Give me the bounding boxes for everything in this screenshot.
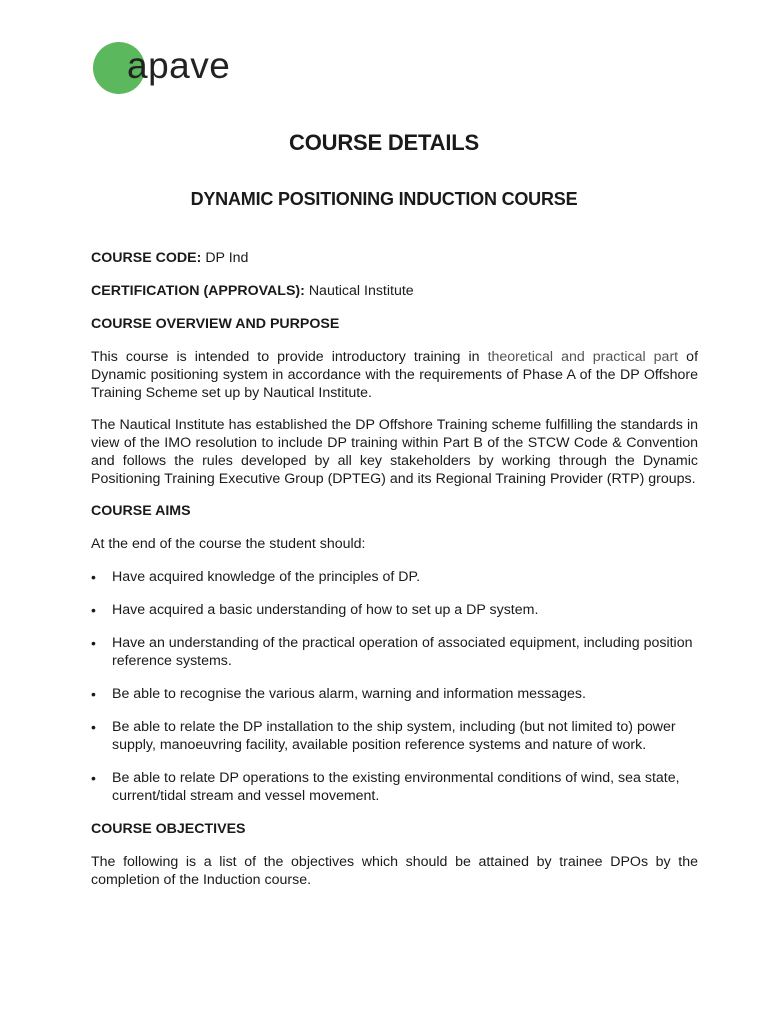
course-code-value: DP Ind — [205, 250, 249, 266]
list-item — [91, 685, 698, 703]
list-item-text: Be able to relate DP operations to the existing environmental conditions of wind, sea state, current/tidal stream and vessel movement. — [112, 770, 680, 804]
bullet-icon: • — [91, 719, 96, 735]
overview-paragraph-2: The Nautical Institute has established the DP Offshore Training scheme fulfilling the standards in view of the IMO resolution to include DP training within Part B of the STCW Code & Convention and follows the rules developed by all key stakeholders by working through the Dynamic Positioning Training Executive Group (DPTEG) and its Regional Training Provider (RTP) groups. — [91, 417, 698, 487]
course-code-line — [91, 249, 698, 267]
overview-heading: COURSE OVERVIEW AND PURPOSE — [91, 316, 340, 332]
objectives-text: The following is a list of the objectives which should be attained by trainee DPOs by the completion of the Induction course. — [91, 854, 698, 888]
bullet-icon: • — [91, 770, 96, 786]
list-item-text: Have acquired a basic understanding of how to set up a DP system. — [112, 602, 539, 618]
list-item — [91, 769, 698, 805]
list-item-text: Be able to relate the DP installation to the ship system, including (but not limited to) power supply, manoeuvring facility, available position reference systems and nature of work. — [112, 719, 676, 753]
list-item — [91, 718, 698, 754]
aims-list — [91, 568, 698, 805]
logo-text: apave — [127, 45, 231, 86]
apave-logo — [93, 41, 253, 95]
overview-p1-post: of Dynamic positioning system in accordance with the requirements of Phase A of the DP Offshore Training Scheme set up by Nautical Institute. — [91, 349, 699, 401]
certification-label: CERTIFICATION (APPROVALS): — [91, 283, 305, 299]
bullet-icon: • — [91, 602, 96, 618]
bullet-icon: • — [91, 686, 96, 702]
list-item — [91, 601, 698, 619]
list-item-text: Be able to recognise the various alarm, warning and information messages. — [112, 686, 586, 702]
list-item-text: Have acquired knowledge of the principles of DP. — [112, 569, 421, 585]
list-item — [91, 634, 698, 670]
bullet-icon: • — [91, 635, 96, 651]
overview-paragraph-1 — [91, 348, 698, 402]
certification-line — [91, 282, 698, 300]
list-item-text: Have an understanding of the practical operation of associated equipment, including position reference systems. — [112, 635, 693, 669]
overview-p1-accent: theoretical and practical part — [487, 349, 679, 365]
overview-p1-pre: This course is intended to provide introductory training in — [91, 349, 488, 365]
page-title: COURSE DETAILS — [289, 130, 479, 155]
objectives-heading: COURSE OBJECTIVES — [91, 821, 246, 837]
course-title: DYNAMIC POSITIONING INDUCTION COURSE — [190, 189, 578, 209]
certification-value: Nautical Institute — [308, 283, 414, 299]
document-body — [91, 249, 698, 903]
bullet-icon: • — [91, 569, 96, 585]
course-code-label: COURSE CODE: — [91, 250, 202, 266]
aims-intro: At the end of the course the student should: — [91, 536, 366, 552]
aims-heading: COURSE AIMS — [91, 503, 191, 519]
list-item — [91, 568, 698, 586]
